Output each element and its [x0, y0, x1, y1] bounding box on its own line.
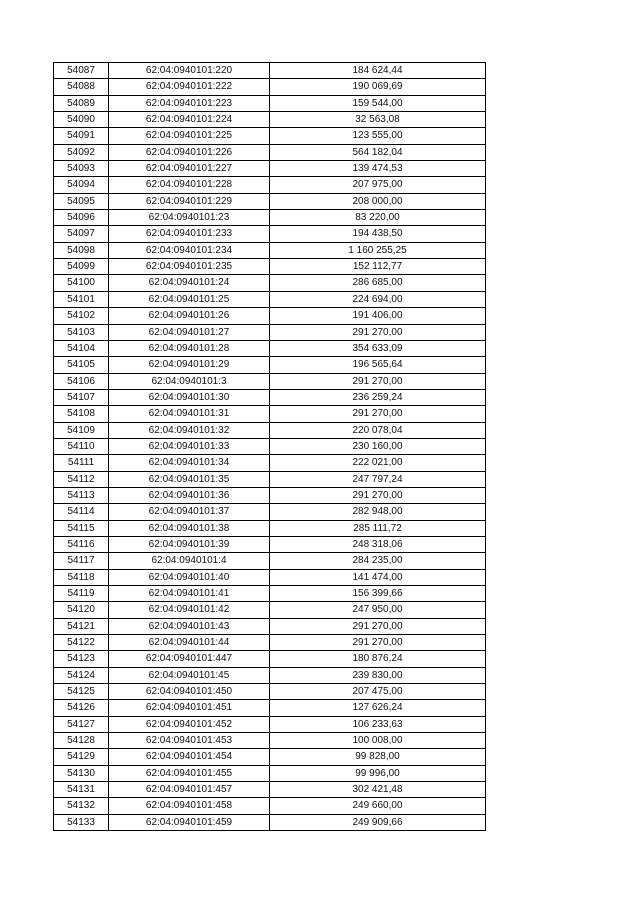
table-row — [54, 144, 486, 160]
row-number-cell: 54129 — [54, 749, 109, 765]
cadastral-number-cell: 62:04:0940101:457 — [109, 782, 270, 798]
table-row — [54, 242, 486, 258]
value-cell: 208 000,00 — [270, 193, 486, 209]
cadastral-number-cell: 62:04:0940101:3 — [109, 373, 270, 389]
table-row — [54, 684, 486, 700]
cadastral-number-cell: 62:04:0940101:451 — [109, 700, 270, 716]
table-row — [54, 193, 486, 209]
cadastral-number-cell: 62:04:0940101:459 — [109, 814, 270, 830]
value-cell: 222 021,00 — [270, 455, 486, 471]
value-cell: 291 270,00 — [270, 324, 486, 340]
cadastral-number-cell: 62:04:0940101:27 — [109, 324, 270, 340]
cadastral-number-cell: 62:04:0940101:228 — [109, 177, 270, 193]
cadastral-number-cell: 62:04:0940101:223 — [109, 95, 270, 111]
cadastral-number-cell: 62:04:0940101:229 — [109, 193, 270, 209]
cadastral-number-cell: 62:04:0940101:224 — [109, 112, 270, 128]
table-row — [54, 700, 486, 716]
table-row — [54, 95, 486, 111]
value-cell: 354 633,09 — [270, 340, 486, 356]
cadastral-number-cell: 62:04:0940101:234 — [109, 242, 270, 258]
value-cell: 291 270,00 — [270, 487, 486, 503]
value-cell: 220 078,04 — [270, 422, 486, 438]
table-row — [54, 798, 486, 814]
row-number-cell: 54122 — [54, 635, 109, 651]
value-cell: 230 160,00 — [270, 438, 486, 454]
row-number-cell: 54089 — [54, 95, 109, 111]
table-row — [54, 602, 486, 618]
row-number-cell: 54123 — [54, 651, 109, 667]
value-cell: 190 069,69 — [270, 79, 486, 95]
table-row — [54, 161, 486, 177]
cadastral-number-cell: 62:04:0940101:455 — [109, 765, 270, 781]
cadastral-number-cell: 62:04:0940101:30 — [109, 389, 270, 405]
row-number-cell: 54101 — [54, 291, 109, 307]
row-number-cell: 54120 — [54, 602, 109, 618]
row-number-cell: 54131 — [54, 782, 109, 798]
table-row — [54, 291, 486, 307]
value-cell: 99 996,00 — [270, 765, 486, 781]
cadastral-number-cell: 62:04:0940101:39 — [109, 536, 270, 552]
table-row — [54, 438, 486, 454]
table-row — [54, 259, 486, 275]
value-cell: 184 624,44 — [270, 63, 486, 79]
row-number-cell: 54093 — [54, 161, 109, 177]
cadastral-number-cell: 62:04:0940101:36 — [109, 487, 270, 503]
table-row — [54, 112, 486, 128]
row-number-cell: 54127 — [54, 716, 109, 732]
row-number-cell: 54102 — [54, 308, 109, 324]
row-number-cell: 54109 — [54, 422, 109, 438]
row-number-cell: 54121 — [54, 618, 109, 634]
cadastral-number-cell: 62:04:0940101:28 — [109, 340, 270, 356]
value-cell: 196 565,64 — [270, 357, 486, 373]
cadastral-number-cell: 62:04:0940101:38 — [109, 520, 270, 536]
table-row — [54, 765, 486, 781]
value-cell: 159 544,00 — [270, 95, 486, 111]
value-cell: 207 475,00 — [270, 684, 486, 700]
value-cell: 286 685,00 — [270, 275, 486, 291]
value-cell: 249 909,66 — [270, 814, 486, 830]
value-cell: 127 626,24 — [270, 700, 486, 716]
row-number-cell: 54098 — [54, 242, 109, 258]
row-number-cell: 54108 — [54, 406, 109, 422]
row-number-cell: 54118 — [54, 569, 109, 585]
row-number-cell: 54105 — [54, 357, 109, 373]
row-number-cell: 54112 — [54, 471, 109, 487]
value-cell: 291 270,00 — [270, 618, 486, 634]
cadastral-number-cell: 62:04:0940101:447 — [109, 651, 270, 667]
cadastral-number-cell: 62:04:0940101:226 — [109, 144, 270, 160]
value-cell: 291 270,00 — [270, 635, 486, 651]
value-cell: 139 474,53 — [270, 161, 486, 177]
cadastral-number-cell: 62:04:0940101:34 — [109, 455, 270, 471]
table-row — [54, 422, 486, 438]
table-row — [54, 79, 486, 95]
table-row — [54, 455, 486, 471]
table-row — [54, 324, 486, 340]
cadastral-number-cell: 62:04:0940101:454 — [109, 749, 270, 765]
table-row — [54, 586, 486, 602]
value-cell: 100 008,00 — [270, 733, 486, 749]
row-number-cell: 54096 — [54, 210, 109, 226]
cadastral-number-cell: 62:04:0940101:4 — [109, 553, 270, 569]
table-row — [54, 487, 486, 503]
table-row — [54, 716, 486, 732]
table-row — [54, 733, 486, 749]
value-cell: 123 555,00 — [270, 128, 486, 144]
row-number-cell: 54110 — [54, 438, 109, 454]
value-cell: 180 876,24 — [270, 651, 486, 667]
row-number-cell: 54130 — [54, 765, 109, 781]
value-cell: 302 421,48 — [270, 782, 486, 798]
value-cell: 248 318,06 — [270, 536, 486, 552]
cadastral-number-cell: 62:04:0940101:42 — [109, 602, 270, 618]
table-row — [54, 128, 486, 144]
cadastral-number-cell: 62:04:0940101:26 — [109, 308, 270, 324]
table-body — [54, 63, 486, 831]
table-row — [54, 275, 486, 291]
row-number-cell: 54092 — [54, 144, 109, 160]
value-cell: 285 111,72 — [270, 520, 486, 536]
row-number-cell: 54126 — [54, 700, 109, 716]
table-row — [54, 651, 486, 667]
row-number-cell: 54087 — [54, 63, 109, 79]
row-number-cell: 54132 — [54, 798, 109, 814]
row-number-cell: 54106 — [54, 373, 109, 389]
cadastral-number-cell: 62:04:0940101:29 — [109, 357, 270, 373]
value-cell: 291 270,00 — [270, 373, 486, 389]
value-cell: 247 950,00 — [270, 602, 486, 618]
row-number-cell: 54095 — [54, 193, 109, 209]
cadastral-number-cell: 62:04:0940101:458 — [109, 798, 270, 814]
cadastral-number-cell: 62:04:0940101:45 — [109, 667, 270, 683]
row-number-cell: 54090 — [54, 112, 109, 128]
cadastral-number-cell: 62:04:0940101:453 — [109, 733, 270, 749]
row-number-cell: 54128 — [54, 733, 109, 749]
row-number-cell: 54116 — [54, 536, 109, 552]
row-number-cell: 54119 — [54, 586, 109, 602]
table-row — [54, 782, 486, 798]
cadastral-number-cell: 62:04:0940101:222 — [109, 79, 270, 95]
value-cell: 291 270,00 — [270, 406, 486, 422]
cadastral-number-cell: 62:04:0940101:35 — [109, 471, 270, 487]
cadastral-number-cell: 62:04:0940101:40 — [109, 569, 270, 585]
table-row — [54, 667, 486, 683]
table-row — [54, 406, 486, 422]
table-row — [54, 210, 486, 226]
table-row — [54, 504, 486, 520]
cadastral-number-cell: 62:04:0940101:220 — [109, 63, 270, 79]
row-number-cell: 54100 — [54, 275, 109, 291]
cadastral-number-cell: 62:04:0940101:37 — [109, 504, 270, 520]
row-number-cell: 54133 — [54, 814, 109, 830]
value-cell: 191 406,00 — [270, 308, 486, 324]
value-cell: 284 235,00 — [270, 553, 486, 569]
cadastral-number-cell: 62:04:0940101:41 — [109, 586, 270, 602]
data-table — [53, 62, 486, 831]
table-row — [54, 471, 486, 487]
cadastral-number-cell: 62:04:0940101:25 — [109, 291, 270, 307]
row-number-cell: 54091 — [54, 128, 109, 144]
table-row — [54, 520, 486, 536]
table-row — [54, 357, 486, 373]
table-row — [54, 618, 486, 634]
table-row — [54, 308, 486, 324]
value-cell: 224 694,00 — [270, 291, 486, 307]
cadastral-number-cell: 62:04:0940101:44 — [109, 635, 270, 651]
table-row — [54, 177, 486, 193]
value-cell: 239 830,00 — [270, 667, 486, 683]
value-cell: 156 399,66 — [270, 586, 486, 602]
value-cell: 236 259,24 — [270, 389, 486, 405]
value-cell: 194 438,50 — [270, 226, 486, 242]
row-number-cell: 54088 — [54, 79, 109, 95]
table-row — [54, 63, 486, 79]
value-cell: 282 948,00 — [270, 504, 486, 520]
table-row — [54, 389, 486, 405]
row-number-cell: 54125 — [54, 684, 109, 700]
row-number-cell: 54104 — [54, 340, 109, 356]
cadastral-number-cell: 62:04:0940101:32 — [109, 422, 270, 438]
value-cell: 99 828,00 — [270, 749, 486, 765]
value-cell: 152 112,77 — [270, 259, 486, 275]
cadastral-number-cell: 62:04:0940101:31 — [109, 406, 270, 422]
value-cell: 83 220,00 — [270, 210, 486, 226]
cadastral-number-cell: 62:04:0940101:33 — [109, 438, 270, 454]
value-cell: 564 182,04 — [270, 144, 486, 160]
table-row — [54, 553, 486, 569]
row-number-cell: 54097 — [54, 226, 109, 242]
value-cell: 249 660,00 — [270, 798, 486, 814]
cadastral-number-cell: 62:04:0940101:235 — [109, 259, 270, 275]
row-number-cell: 54117 — [54, 553, 109, 569]
cadastral-number-cell: 62:04:0940101:227 — [109, 161, 270, 177]
row-number-cell: 54107 — [54, 389, 109, 405]
value-cell: 141 474,00 — [270, 569, 486, 585]
cadastral-number-cell: 62:04:0940101:43 — [109, 618, 270, 634]
row-number-cell: 54111 — [54, 455, 109, 471]
row-number-cell: 54115 — [54, 520, 109, 536]
cadastral-number-cell: 62:04:0940101:452 — [109, 716, 270, 732]
row-number-cell: 54099 — [54, 259, 109, 275]
table-row — [54, 814, 486, 830]
value-cell: 106 233,63 — [270, 716, 486, 732]
cadastral-number-cell: 62:04:0940101:24 — [109, 275, 270, 291]
cadastral-number-cell: 62:04:0940101:225 — [109, 128, 270, 144]
table-row — [54, 226, 486, 242]
row-number-cell: 54113 — [54, 487, 109, 503]
table-row — [54, 373, 486, 389]
value-cell: 1 160 255,25 — [270, 242, 486, 258]
cadastral-number-cell: 62:04:0940101:233 — [109, 226, 270, 242]
cadastral-number-cell: 62:04:0940101:450 — [109, 684, 270, 700]
row-number-cell: 54124 — [54, 667, 109, 683]
row-number-cell: 54114 — [54, 504, 109, 520]
value-cell: 32 563,08 — [270, 112, 486, 128]
table-row — [54, 749, 486, 765]
value-cell: 247 797,24 — [270, 471, 486, 487]
table-row — [54, 536, 486, 552]
table-row — [54, 635, 486, 651]
row-number-cell: 54094 — [54, 177, 109, 193]
row-number-cell: 54103 — [54, 324, 109, 340]
table-row — [54, 569, 486, 585]
value-cell: 207 975,00 — [270, 177, 486, 193]
table-row — [54, 340, 486, 356]
cadastral-number-cell: 62:04:0940101:23 — [109, 210, 270, 226]
